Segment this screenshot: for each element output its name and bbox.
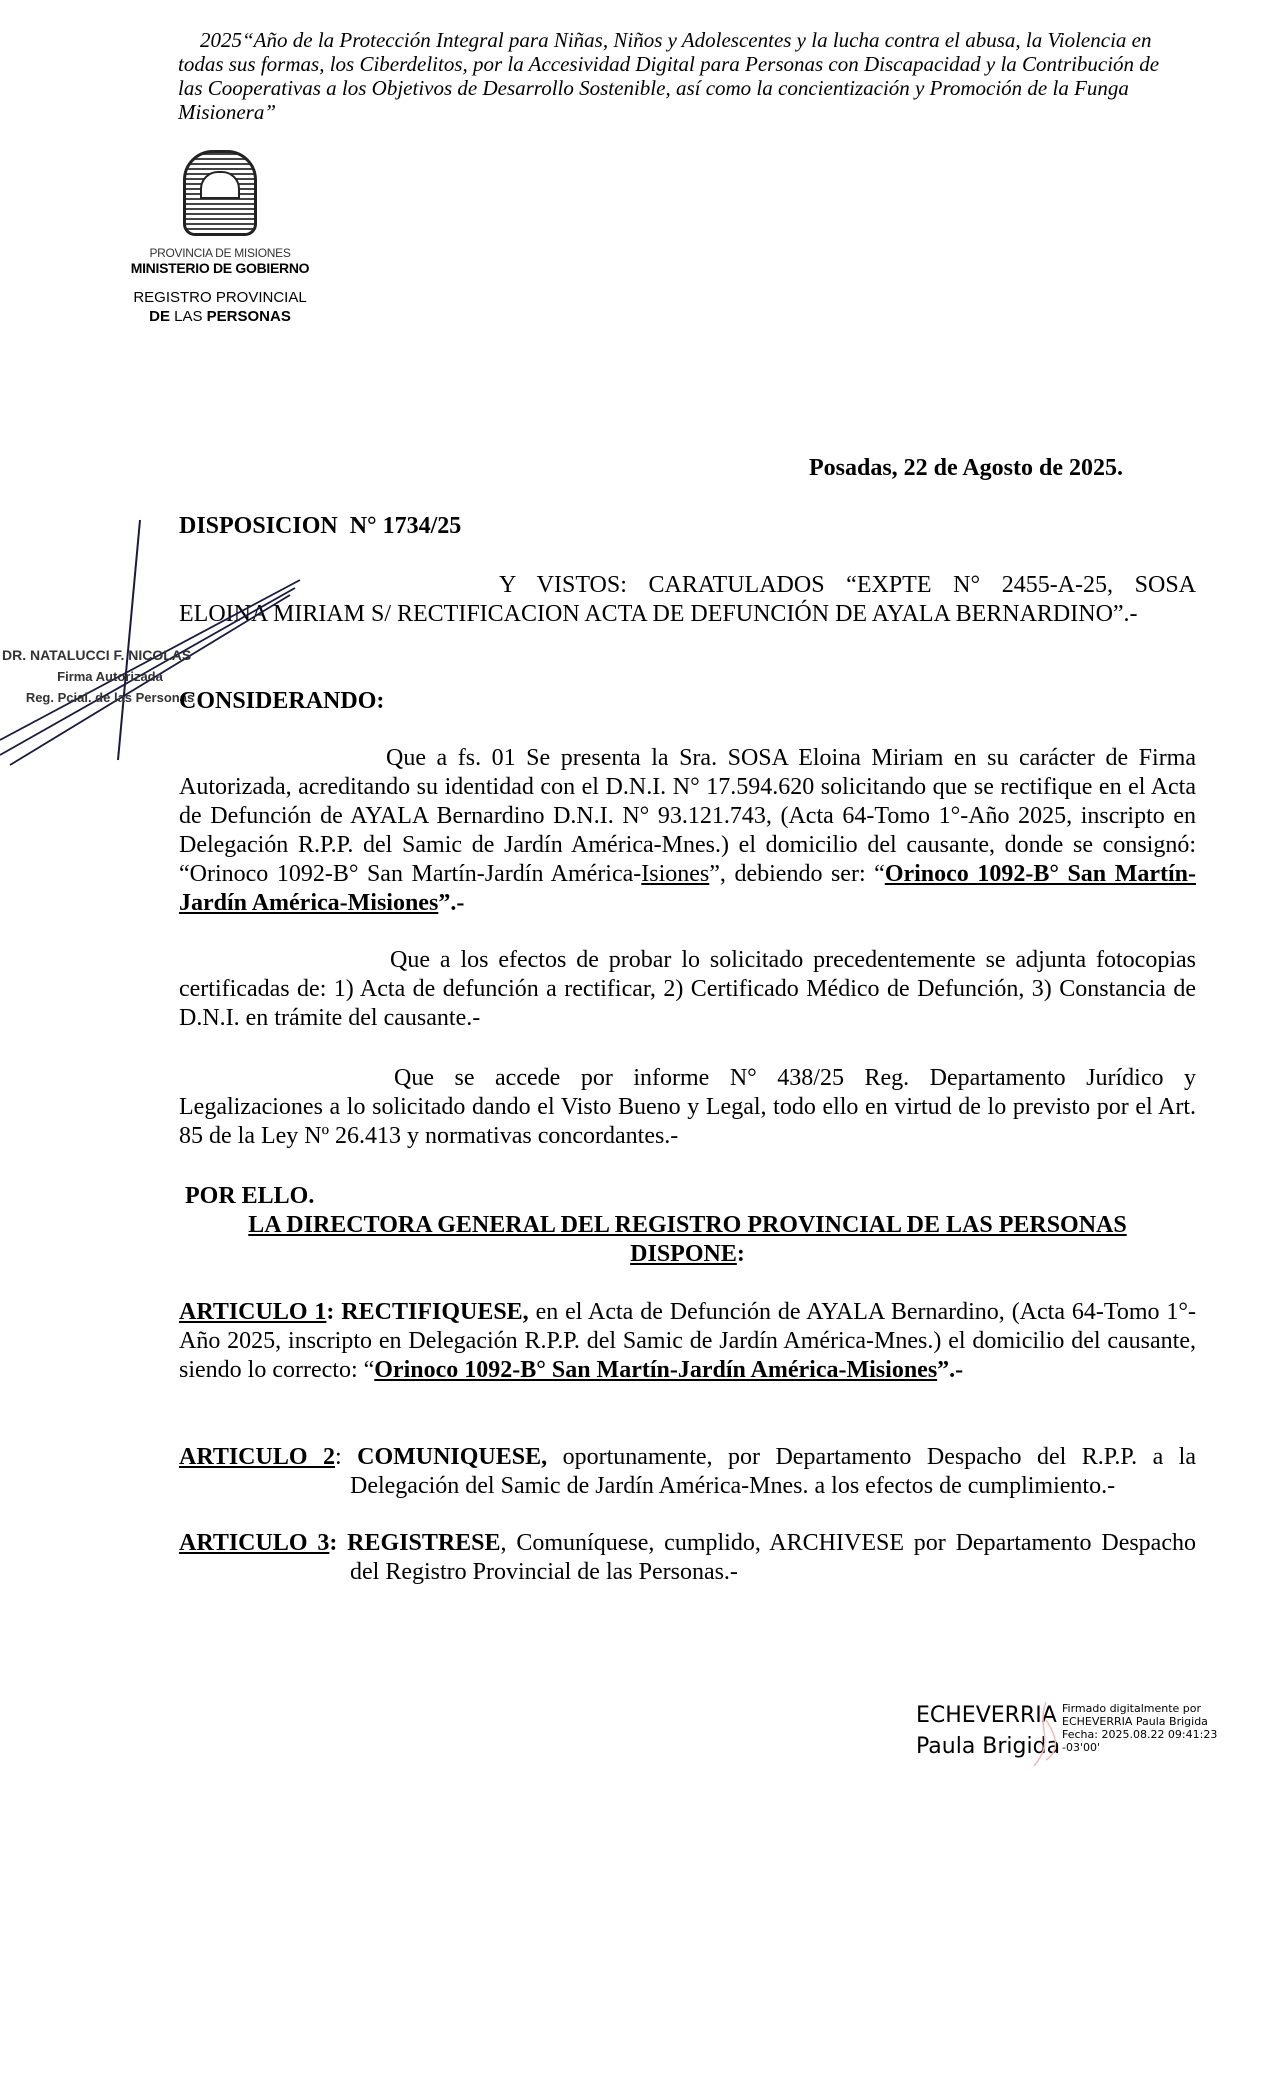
article-verb: COMUNIQUESE, (357, 1444, 548, 1470)
article-sep: : (326, 1299, 342, 1325)
stamp-name: DR. NATALUCCI F. NICOLAS (2, 647, 192, 663)
vistos-paragraph: Y VISTOS: CARATULADOS “EXPTE N° 2455-A-25, SOSA ELOINA MIRIAM S/ RECTIFICACION ACTA DE DEFUNCIÓN DE AYALA BERNARDINO”.- (179, 572, 1196, 627)
p1-text: Que a fs. 01 Se presenta la Sra. SOSA Eloina Miriam en su carácter de Firma Autorizada, acreditando su identidad con el D.N.I. N° 17.594.620 solicitando que se rectifique en el Acta de Defunción de AYALA Bernardino D.N.I. N° 93.121.743, (Acta 64-Tomo 1°-Año 2025, inscripto en Delegación R.P.P. del Samic de Jardín América-Mnes.) el domicilio del causante, donde se consignó: “Orinoco 1092-B° San Martín-Jardín América- (179, 745, 1196, 887)
article-text: , Comuníquese, cumplido, ARCHIVESE por Departamento Despacho del Registro Provincial de las Personas.- (350, 1530, 1196, 1585)
article-sep: : (334, 1444, 358, 1470)
article-text: en el Acta de Defunción de AYALA Bernardino, (Acta 64-Tomo 1°-Año 2025, inscripto en Delegación R.P.P. del Samic de Jardín América-Mnes.) el domicilio del causante, siendo lo correcto: “ (179, 1299, 1196, 1383)
p1-text-2: ”, debiendo ser: “ (709, 861, 885, 887)
disposition-title: DISPOSICION N° 1734/25 (179, 513, 462, 539)
article-label: ARTICULO 2 (179, 1444, 335, 1470)
article-verb: RECTIFIQUESE, (341, 1299, 529, 1325)
article-1 (179, 1298, 1196, 1385)
directora-title: LA DIRECTORA GENERAL DEL REGISTRO PROVINCIAL DE LAS PERSONAS (248, 1212, 1127, 1238)
signer-name: Paula Brigida (916, 1734, 1061, 1759)
p1-correct-address: Orinoco 1092-B° San Martín-Jardín América-Misiones (179, 861, 1196, 916)
dispone-colon: : (736, 1241, 745, 1267)
p1-error-text: Isiones (641, 861, 710, 887)
considerando-paragraph-1 (179, 744, 1196, 918)
year-motto: 2025“Año de la Protección Integral para Niñas, Niños y Adolescentes y la lucha contra el abusa, la Violencia en todas sus formas, los Ciberdelitos, por la Accesividad Digital para Personas con Discapacidad y la Contribución de las Cooperativas a los Objetivos de Desarrollo Sostenible, así como la concientización y Promoción de la Funga Misionera” (178, 28, 1160, 124)
registry-de: DE (149, 308, 170, 325)
article-2 (179, 1443, 1196, 1501)
signature-detail: Firmado digitalmente por (1062, 1702, 1202, 1715)
signature-date: Fecha: 2025.08.22 09:41:23 (1062, 1728, 1218, 1741)
article-label: ARTICULO 3 (179, 1530, 330, 1556)
por-ello: POR ELLO. (185, 1183, 315, 1209)
digital-signature-details (1062, 1702, 1217, 1754)
digital-signature (916, 1700, 1060, 1762)
letterhead (120, 150, 320, 326)
p1-end: ”.- (438, 890, 465, 916)
registry-line-1: REGISTRO PROVINCIAL (133, 289, 307, 306)
registry-las: LAS (169, 308, 207, 325)
signature-watermark-icon (1026, 1700, 1066, 1770)
province-name: PROVINCIA DE MISIONES (149, 246, 291, 260)
registry-name (120, 288, 320, 326)
stamp-office: Reg. Pcial. de las Personas (25, 690, 195, 705)
dispone-heading: DISPONE (630, 1241, 737, 1267)
signature-timezone: -03'00' (1062, 1741, 1101, 1754)
registry-line-2 (120, 307, 320, 326)
article-correct-address: Orinoco 1092-B° San Martín-Jardín América-Misiones (374, 1357, 938, 1383)
ministry-name: MINISTERIO DE GOBIERNO (130, 260, 310, 276)
handwritten-signature (0, 510, 320, 770)
province-seal-logo (183, 150, 257, 236)
document-date: Posadas, 22 de Agosto de 2025. (808, 455, 1123, 481)
considerando-paragraph-2: Que a los efectos de probar lo solicitado precedentemente se adjunta fotocopias certificadas de: 1) Acta de defunción a rectificar, 2) Certificado Médico de Defunción, 3) Constancia de D.N.I. en trámite del causante.- (179, 947, 1196, 1031)
article-end: ”.- (937, 1357, 964, 1383)
article-3 (179, 1529, 1196, 1587)
registry-personas: PERSONAS (206, 308, 291, 325)
signer-surname: ECHEVERRIA (916, 1703, 1057, 1728)
article-sep: : (329, 1530, 348, 1556)
article-text: oportunamente, por Departamento Despacho del R.P.P. a la Delegación del Samic de Jardín América-Mnes. a los efectos de cumplimiento.- (350, 1444, 1197, 1499)
article-label: ARTICULO 1 (179, 1299, 327, 1325)
signature-detail: ECHEVERRIA Paula Brigida (1062, 1715, 1208, 1728)
stamp-role: Firma Autorizada (57, 669, 163, 684)
considerando-paragraph-3: Que se accede por informe N° 438/25 Reg. Departamento Jurídico y Legalizaciones a lo solicitado dando el Visto Bueno y Legal, todo ello en virtud de lo previsto por el Art. 85 de la Ley Nº 26.413 y normativas concordantes.- (179, 1065, 1196, 1149)
directora-heading (179, 1211, 1196, 1269)
considerando-heading: CONSIDERANDO: (179, 688, 385, 714)
article-verb: REGISTRESE (347, 1530, 501, 1556)
